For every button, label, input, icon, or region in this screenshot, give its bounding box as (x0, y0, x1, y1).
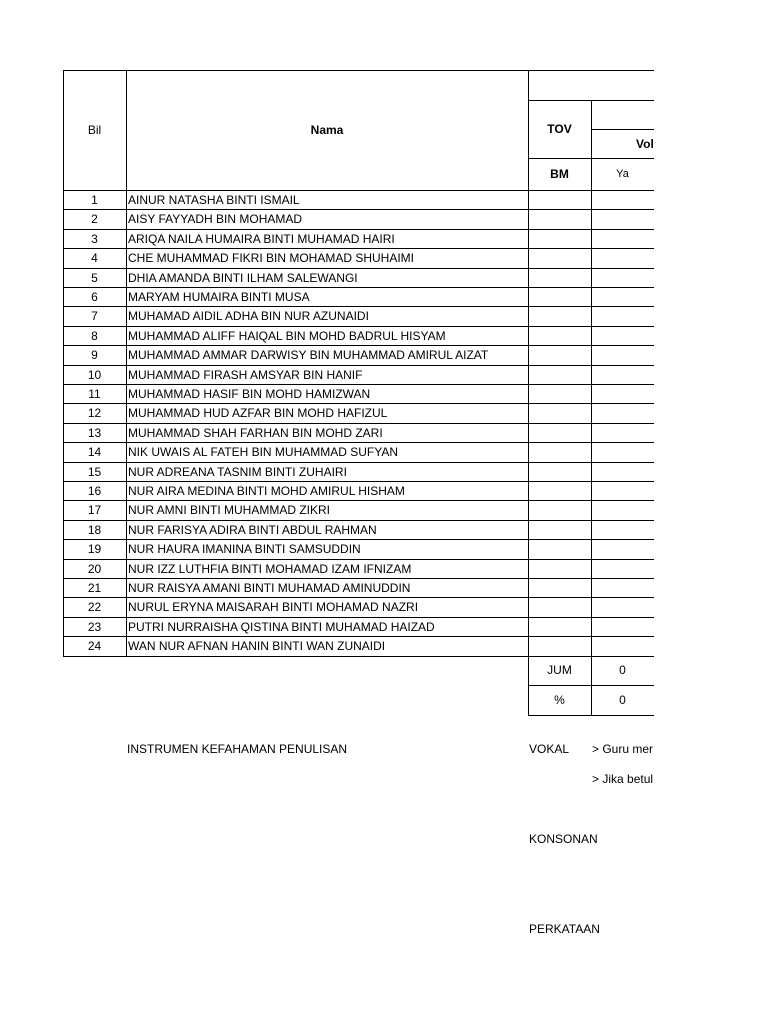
student-name: NUR ADREANA TASNIM BINTI ZUHAIRI (128, 464, 347, 479)
tov-bm-cell[interactable] (528, 617, 591, 636)
konsonan-heading: KONSONAN (529, 832, 598, 846)
grid-line (126, 70, 127, 656)
vokal-ya-cell[interactable] (591, 287, 654, 306)
row-number: 15 (87, 464, 102, 479)
vokal-ya-cell[interactable] (591, 539, 654, 559)
vokal-ya-cell[interactable] (591, 345, 654, 365)
row-number: 4 (91, 251, 98, 265)
grid-line (63, 190, 654, 191)
grid-line (63, 70, 654, 71)
tov-bm-cell[interactable] (528, 306, 591, 326)
header-vokal: Vol (636, 136, 654, 151)
student-name: PUTRI NURRAISHA QISTINA BINTI MUHAMAD HAIZAD (128, 619, 435, 634)
row-number: 8 (91, 328, 98, 343)
vokal-ya-cell[interactable] (591, 365, 654, 384)
row-number: 11 (88, 386, 101, 401)
jum-label: JUM (547, 663, 572, 677)
student-name: AISY FAYYADH BIN MOHAMAD (128, 212, 303, 226)
vokal-ya-cell[interactable] (591, 520, 654, 539)
student-name: NURUL ERYNA MAISARAH BINTI MOHAMAD NAZRI (128, 600, 419, 614)
tov-bm-cell[interactable] (528, 326, 591, 345)
tov-bm-cell[interactable] (528, 539, 591, 559)
tov-bm-cell[interactable] (528, 248, 591, 268)
tov-bm-cell[interactable] (528, 287, 591, 306)
vokal-ya-cell[interactable] (591, 384, 654, 403)
row-number: 12 (87, 406, 102, 420)
vokal-ya-cell[interactable] (591, 423, 654, 442)
row-number: 13 (87, 425, 102, 440)
row-number: 2 (91, 212, 98, 226)
student-name: NIK UWAIS AL FATEH BIN MUHAMMAD SUFYAN (128, 445, 399, 459)
row-number: 16 (87, 483, 102, 498)
vokal-ya-cell[interactable] (591, 578, 654, 597)
row-number: 20 (87, 561, 102, 576)
row-number: 6 (91, 289, 98, 304)
student-name: DHIA AMANDA BINTI ILHAM SALEWANGI (128, 270, 358, 285)
student-name: MUHAMMAD HASIF BIN MOHD HAMIZWAN (128, 386, 371, 401)
tov-bm-cell[interactable] (528, 190, 591, 209)
tov-bm-cell[interactable] (528, 268, 591, 287)
row-number: 7 (91, 309, 98, 323)
grid-line (528, 70, 529, 716)
student-name: MUHAMAD AIDIL ADHA BIN NUR AZUNAIDI (128, 309, 369, 323)
vokal-note-1: > Guru mer (592, 742, 654, 756)
vokal-ya-cell[interactable] (591, 229, 654, 248)
student-name: MUHAMMAD HUD AZFAR BIN MOHD HAFIZUL (128, 406, 388, 420)
row-number: 9 (91, 348, 98, 362)
vokal-ya-cell[interactable] (591, 597, 654, 617)
tov-bm-cell[interactable] (528, 423, 591, 442)
vokal-heading: VOKAL (529, 742, 570, 756)
grid-line (591, 129, 654, 130)
row-number: 5 (91, 270, 98, 285)
header-bil: Bil (87, 123, 102, 137)
vokal-ya-cell[interactable] (591, 248, 654, 268)
percent-value: 0 (619, 693, 626, 707)
tov-bm-cell[interactable] (528, 345, 591, 365)
row-number: 23 (87, 619, 102, 634)
vokal-ya-cell[interactable] (591, 268, 654, 287)
vokal-ya-cell[interactable] (591, 403, 654, 423)
tov-bm-cell[interactable] (528, 365, 591, 384)
vokal-ya-cell[interactable] (591, 462, 654, 481)
tov-bm-cell[interactable] (528, 520, 591, 539)
vokal-ya-cell[interactable] (591, 442, 654, 462)
row-number: 14 (87, 445, 102, 459)
vokal-ya-cell[interactable] (591, 209, 654, 229)
student-name: WAN NUR AFNAN HANIN BINTI WAN ZUNAIDI (128, 639, 386, 653)
tov-bm-cell[interactable] (528, 229, 591, 248)
student-name: NUR HAURA IMANINA BINTI SAMSUDDIN (128, 542, 361, 556)
vokal-ya-cell[interactable] (591, 559, 654, 578)
tov-bm-cell[interactable] (528, 403, 591, 423)
row-number: 18 (87, 522, 102, 537)
student-name: MUHAMMAD ALIFF HAIQAL BIN MOHD BADRUL HISYAM (128, 328, 446, 343)
row-number: 1 (91, 192, 98, 207)
row-number: 10 (87, 367, 102, 382)
student-name: NUR AMNI BINTI MUHAMMAD ZIKRI (128, 503, 331, 517)
header-bm: BM (550, 167, 569, 181)
tov-bm-cell[interactable] (528, 597, 591, 617)
tov-bm-cell[interactable] (528, 481, 591, 500)
jum-value: 0 (619, 663, 626, 677)
row-number: 22 (87, 600, 102, 614)
tov-bm-cell[interactable] (528, 442, 591, 462)
student-name: NUR AIRA MEDINA BINTI MOHD AMIRUL HISHAM (128, 483, 405, 498)
row-number: 19 (87, 542, 102, 556)
tov-bm-cell[interactable] (528, 578, 591, 597)
header-ya: Ya (616, 167, 629, 180)
student-name: MUHAMMAD SHAH FARHAN BIN MOHD ZARI (128, 425, 383, 440)
vokal-ya-cell[interactable] (591, 306, 654, 326)
vokal-note-2: > Jika betul (592, 772, 654, 786)
vokal-ya-cell[interactable] (591, 636, 654, 656)
vokal-ya-cell[interactable] (591, 326, 654, 345)
tov-bm-cell[interactable] (528, 462, 591, 481)
student-name: MUHAMMAD FIRASH AMSYAR BIN HANIF (128, 367, 363, 382)
grid-line (528, 715, 654, 716)
row-number: 24 (87, 639, 102, 653)
header-nama: Nama (310, 123, 344, 137)
student-name: CHE MUHAMMAD FIKRI BIN MOHAMAD SHUHAIMI (128, 251, 415, 265)
row-number: 21 (87, 580, 102, 595)
vokal-ya-cell[interactable] (591, 190, 654, 209)
tov-bm-cell[interactable] (528, 384, 591, 403)
tov-bm-cell[interactable] (528, 500, 591, 520)
vokal-ya-cell[interactable] (591, 500, 654, 520)
row-number: 3 (91, 231, 98, 246)
row-number: 17 (87, 503, 102, 517)
percent-label: % (554, 693, 565, 707)
student-name: NUR FARISYA ADIRA BINTI ABDUL RAHMAN (128, 522, 377, 537)
tov-bm-cell[interactable] (528, 636, 591, 656)
student-name: NUR RAISYA AMANI BINTI MUHAMAD AMINUDDIN (128, 580, 411, 595)
student-name: MARYAM HUMAIRA BINTI MUSA (128, 289, 310, 304)
tov-bm-cell[interactable] (528, 209, 591, 229)
student-name: ARIQA NAILA HUMAIRA BINTI MUHAMAD HAIRI (128, 231, 395, 246)
vokal-ya-cell[interactable] (591, 617, 654, 636)
student-name: NUR IZZ LUTHFIA BINTI MOHAMAD IZAM IFNIZAM (128, 561, 412, 576)
tov-bm-cell[interactable] (528, 559, 591, 578)
header-tov: TOV (547, 122, 572, 136)
perkataan-heading: PERKATAAN (529, 922, 600, 936)
student-name: MUHAMMAD AMMAR DARWISY BIN MUHAMMAD AMIRUL AIZAT (128, 348, 489, 362)
instrumen-title: INSTRUMEN KEFAHAMAN PENULISAN (127, 742, 348, 756)
grid-line (528, 685, 654, 686)
grid-line (591, 100, 592, 716)
grid-line (63, 70, 64, 656)
vokal-ya-cell[interactable] (591, 481, 654, 500)
student-name: AINUR NATASHA BINTI ISMAIL (128, 192, 300, 207)
